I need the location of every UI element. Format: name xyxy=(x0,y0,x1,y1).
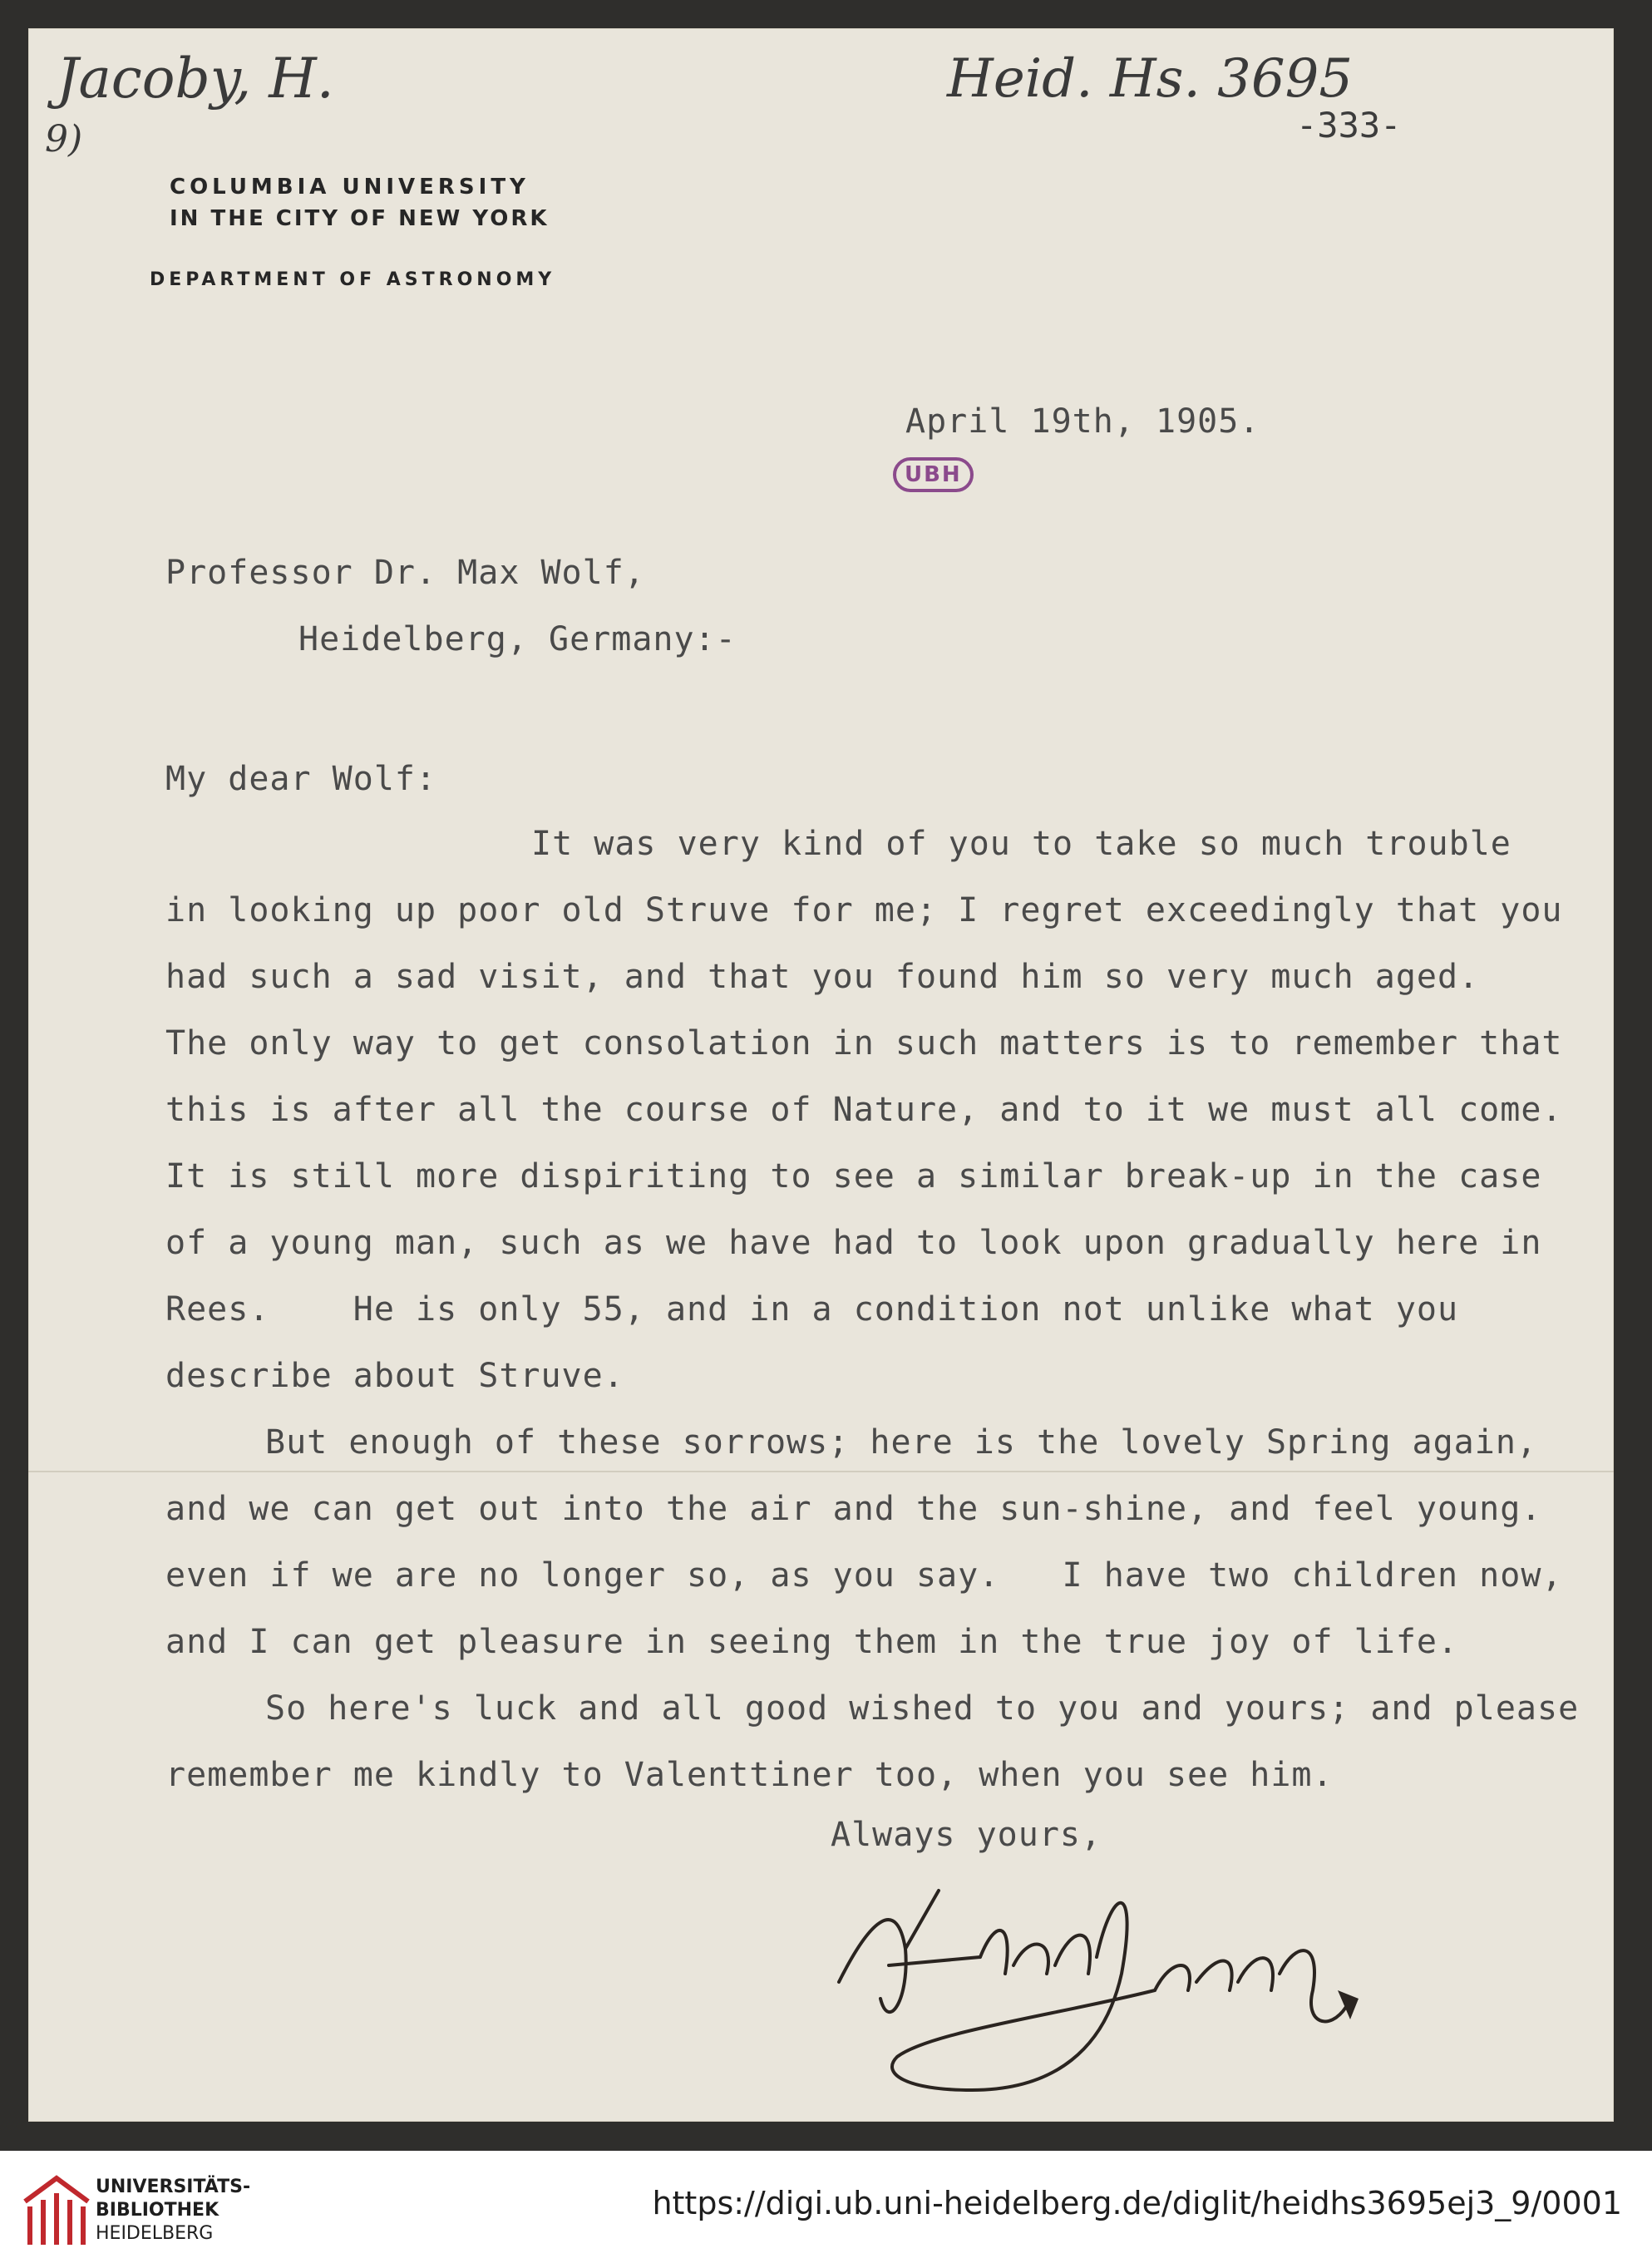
handwritten-number: 9) xyxy=(45,118,83,160)
salutation: My dear Wolf: xyxy=(165,760,437,798)
body-line: and we can get out into the air and the sun-shine, and feel young. xyxy=(165,1490,1542,1528)
handwritten-shelfmark: Heid. Hs. 3695 xyxy=(947,48,1354,110)
logo-text-line1: UNIVERSITÄTS- xyxy=(96,2177,251,2197)
logo-text-line2: BIBLIOTHEK xyxy=(96,2200,219,2221)
body-line: It was very kind of you to take so much trouble xyxy=(531,825,1511,863)
body-line: even if we are no longer so, as you say. I have two children now, xyxy=(165,1556,1563,1595)
letterhead-university: COLUMBIA UNIVERSITY xyxy=(170,175,530,200)
body-line: The only way to get consolation in such matters is to remember that xyxy=(165,1024,1563,1063)
page-number: -333- xyxy=(1296,105,1402,145)
library-stamp: UBH xyxy=(893,457,974,492)
body-line: and I can get pleasure in seeing them in the true joy of life. xyxy=(165,1623,1459,1661)
body-line: But enough of these sorrows; here is the lovely Spring again, xyxy=(265,1423,1538,1462)
logo-text-line3: HEIDELBERG xyxy=(96,2223,214,2244)
letter-page xyxy=(28,28,1614,2122)
body-line: Rees. He is only 55, and in a condition not unlike what you xyxy=(165,1290,1459,1329)
body-line: So here's luck and all good wished to you and yours; and please xyxy=(265,1689,1580,1728)
permalink-url[interactable]: https://digi.ub.uni-heidelberg.de/diglit/heidhs3695ej3_9/0001 xyxy=(652,2185,1622,2221)
recipient-name: Professor Dr. Max Wolf, xyxy=(165,554,645,592)
letterhead-department: DEPARTMENT OF ASTRONOMY xyxy=(150,269,556,290)
closing: Always yours, xyxy=(831,1816,1102,1854)
library-logo-icon[interactable] xyxy=(18,2170,95,2250)
handwritten-author-note: Jacoby, H. xyxy=(57,47,334,111)
letter-date: April 19th, 1905. xyxy=(905,402,1260,441)
letterhead-city: IN THE CITY OF NEW YORK xyxy=(170,206,550,231)
body-line: describe about Struve. xyxy=(165,1357,624,1395)
body-line: It is still more dispiriting to see a similar break-up in the case xyxy=(165,1157,1542,1196)
body-line: had such a sad visit, and that you found him so very much aged. xyxy=(165,958,1480,996)
body-line: of a young man, such as we have had to look upon gradually here in xyxy=(165,1224,1542,1262)
body-line: this is after all the course of Nature, and to it we must all come. xyxy=(165,1091,1563,1129)
recipient-location: Heidelberg, Germany:- xyxy=(298,620,737,658)
body-line: in looking up poor old Struve for me; I regret exceedingly that you xyxy=(165,891,1563,929)
paper-fold-line xyxy=(28,1471,1614,1472)
body-line: remember me kindly to Valenttiner too, when you see him. xyxy=(165,1756,1334,1794)
handwritten-signature xyxy=(806,1866,1404,2098)
